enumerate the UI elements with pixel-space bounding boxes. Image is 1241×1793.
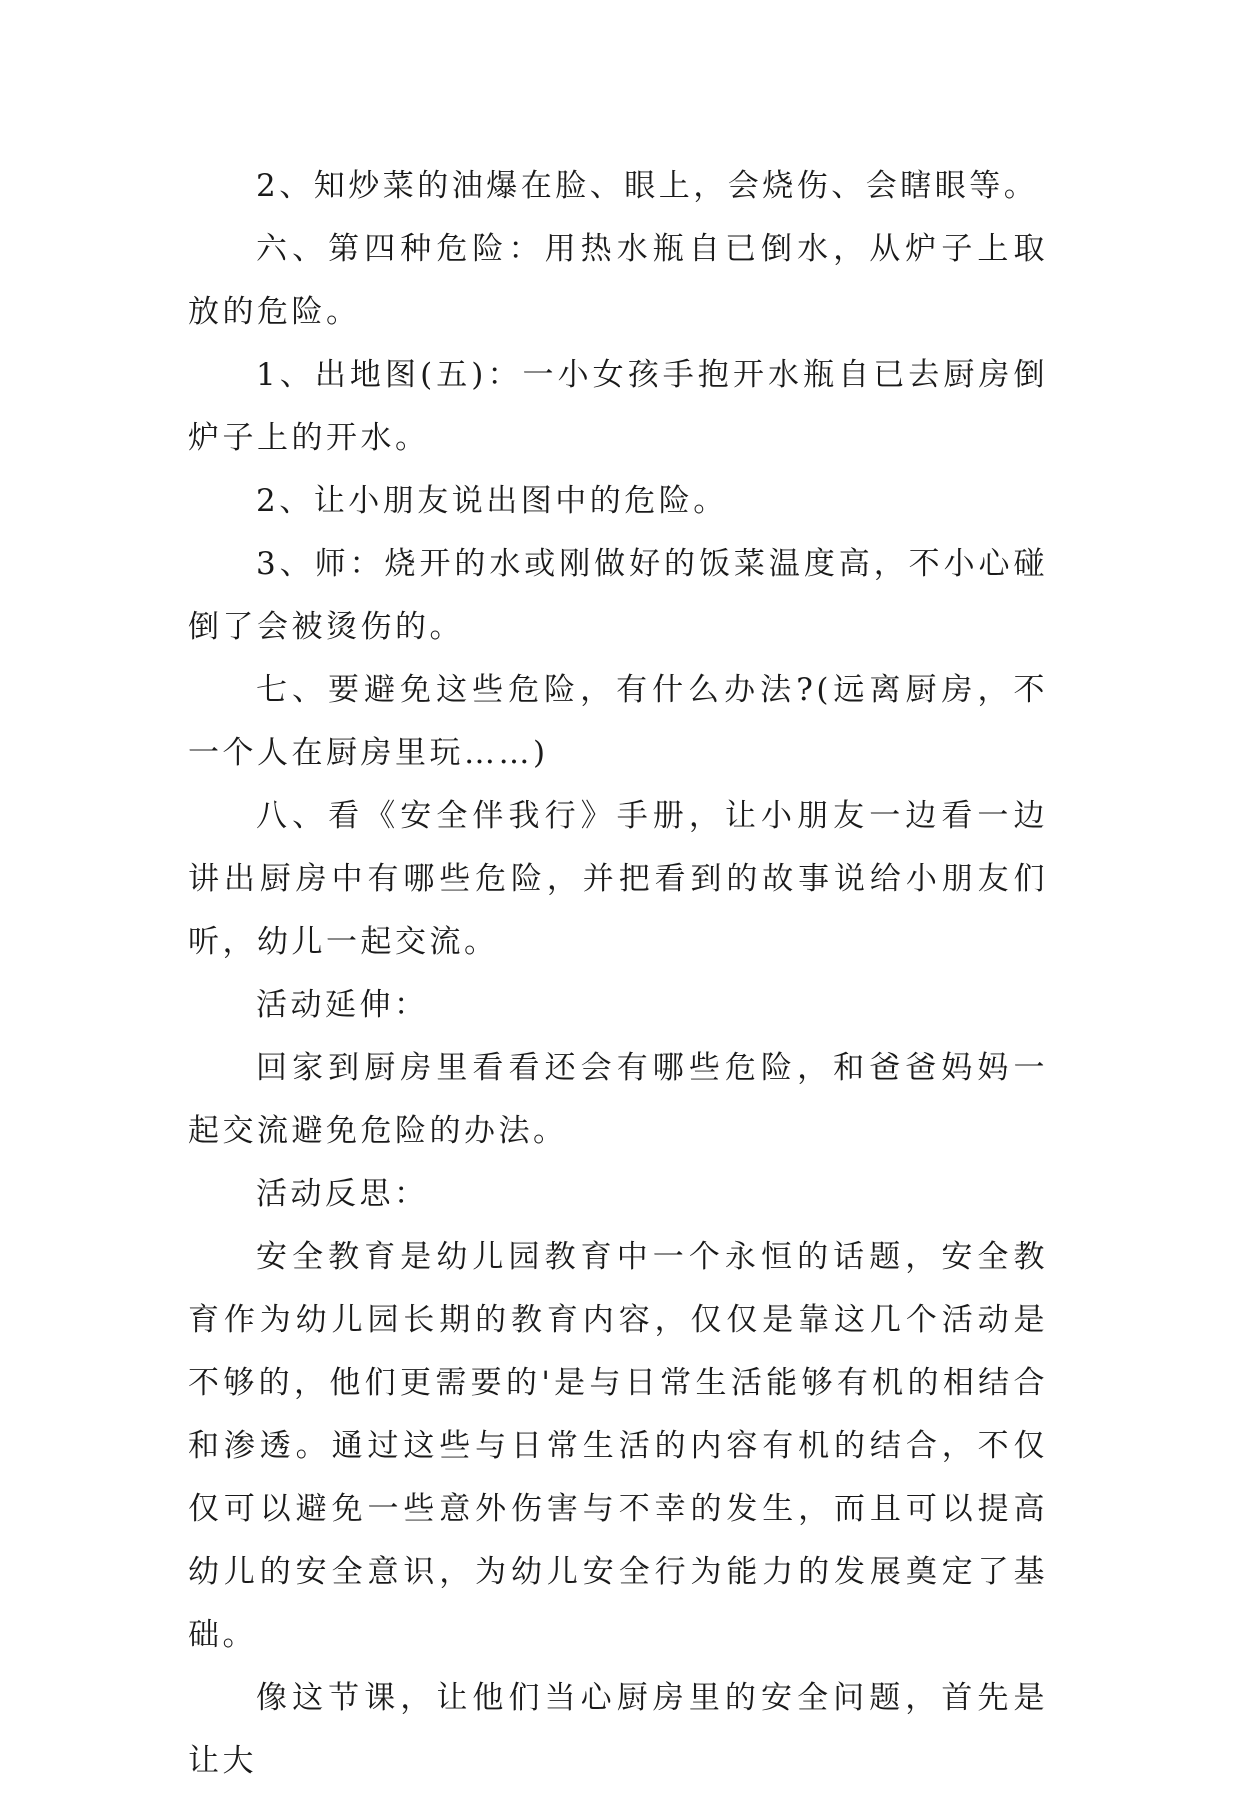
paragraph-lesson-note: 像这节课，让他们当心厨房里的安全问题，首先是让大 (188, 1680, 1048, 1779)
paragraph-teacher-note: 3、师：烧开的水或刚做好的饭菜温度高，不小心碰倒了会被烫伤的。 (188, 546, 1048, 645)
paragraph-tell-danger: 2、让小朋友说出图中的危险。 (256, 483, 728, 519)
paragraph-activity-extension: 回家到厨房里看看还会有哪些危险，和爸爸妈妈一起交流避免危险的办法。 (188, 1050, 1048, 1149)
paragraph-section-seven: 七、要避免这些危险，有什么办法?(远离厨房，不一个人在厨房里玩……) (188, 672, 1048, 771)
paragraph-section-eight: 八、看《安全伴我行》手册，让小朋友一边看一边讲出厨房中有哪些危险，并把看到的故事说给小朋友们听，幼儿一起交流。 (188, 798, 1048, 960)
paragraph-reflection-body: 安全教育是幼儿园教育中一个永恒的话题，安全教育作为幼儿园长期的教育内容，仅仅是靠这几个活动是不够的，他们更需要的'是与日常生活能够有机的相结合和渗透。通过这些与日常生活的内容有机的结合，不仅仅可以避免一些意外伤害与不幸的发生，而且可以提高幼儿的安全意识，为幼儿安全行为能力的发展奠定了基础。 (188, 1239, 1048, 1653)
paragraph-oil-splatter: 2、知炒菜的油爆在脸、眼上，会烧伤、会瞎眼等。 (256, 168, 1039, 204)
heading-activity-reflection: 活动反思： (256, 1176, 429, 1212)
heading-activity-extension: 活动延伸： (256, 987, 429, 1023)
paragraph-show-picture-five: 1、出地图(五)：一小女孩手抱开水瓶自已去厨房倒炉子上的开水。 (188, 357, 1048, 456)
document-body (188, 155, 1048, 1793)
paragraph-section-six: 六、第四种危险：用热水瓶自已倒水，从炉子上取放的危险。 (188, 231, 1048, 330)
